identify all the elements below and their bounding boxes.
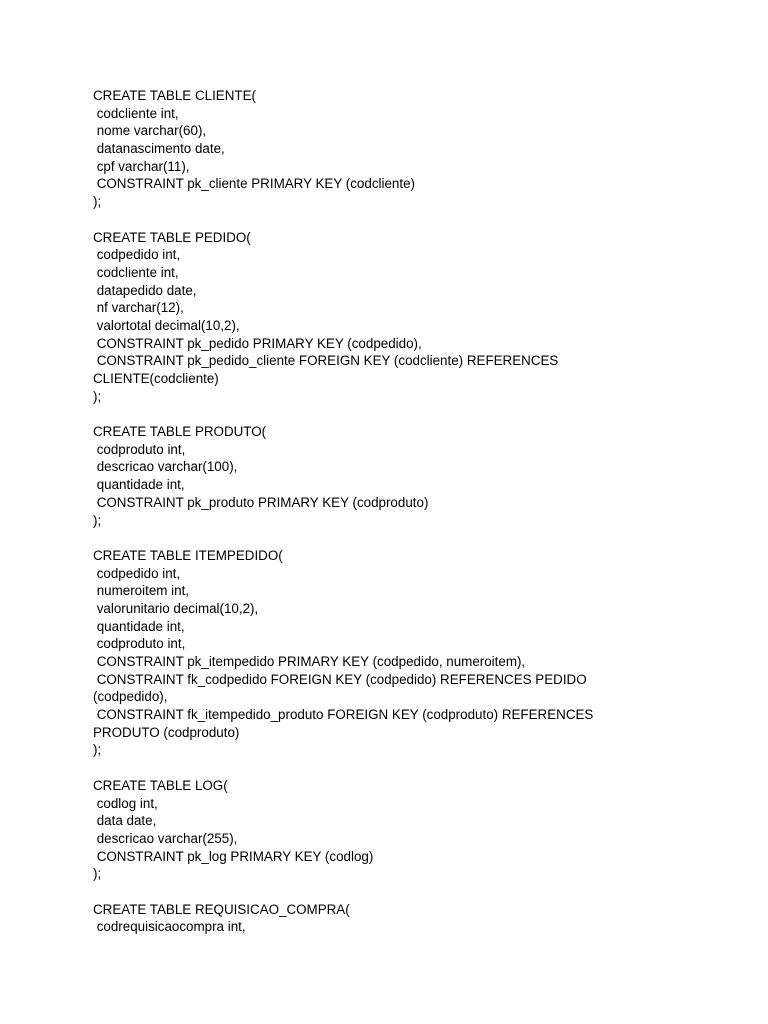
code-line: ); (93, 194, 102, 210)
code-line: CREATE TABLE LOG( (93, 777, 228, 793)
code-line: CREATE TABLE CLIENTE( (93, 88, 256, 103)
code-line: cpf varchar(11), (93, 158, 190, 174)
sql-statement-block (93, 901, 713, 936)
code-line: CONSTRAINT pk_produto PRIMARY KEY (codproduto) (93, 494, 429, 510)
code-line: quantidade int, (93, 618, 185, 634)
code-line: codcliente int, (93, 105, 179, 121)
code-line: CONSTRAINT pk_itempedido PRIMARY KEY (codpedido, numeroitem), (93, 654, 526, 669)
code-line: nf varchar(12), (93, 300, 184, 316)
code-line: codlog int, (93, 795, 158, 811)
code-line: codrequisicaocompra int, (93, 919, 246, 935)
code-line: codcliente int, (93, 264, 179, 280)
code-line: CREATE TABLE PEDIDO( (93, 229, 251, 245)
sql-statement-block (93, 423, 713, 529)
code-line: quantidade int, (93, 477, 185, 493)
code-line: descricao varchar(255), (93, 830, 238, 846)
blank-line (93, 759, 713, 777)
code-line: ); (93, 742, 102, 758)
code-line: CONSTRAINT pk_log PRIMARY KEY (codlog) (93, 848, 374, 864)
blank-line (93, 883, 713, 901)
code-line: nome varchar(60), (93, 123, 207, 139)
code-line: CONSTRAINT pk_pedido PRIMARY KEY (codpedido), (93, 335, 422, 351)
sql-statement-block (93, 777, 713, 883)
code-line: CREATE TABLE ITEMPEDIDO( (93, 547, 283, 563)
code-line: codproduto int, (93, 636, 186, 652)
code-line: ); (93, 388, 102, 404)
code-line: codpedido int, (93, 247, 181, 263)
code-line: codpedido int, (93, 565, 181, 581)
sql-statement-block (93, 87, 713, 211)
code-line: descricao varchar(100), (93, 459, 238, 475)
code-line: PRODUTO (codproduto) (93, 724, 240, 740)
sql-statement-block (93, 229, 713, 406)
blank-line (93, 211, 713, 229)
code-line: numeroitem int, (93, 583, 190, 599)
code-line: CREATE TABLE PRODUTO( (93, 424, 267, 440)
code-line: ); (93, 866, 102, 882)
code-line: CONSTRAINT pk_cliente PRIMARY KEY (codcliente) (93, 176, 415, 192)
code-line: ); (93, 512, 102, 528)
code-line: CLIENTE(codcliente) (93, 371, 219, 386)
blank-line (93, 405, 713, 423)
code-line: data date, (93, 813, 157, 829)
code-line: datapedido date, (93, 282, 197, 298)
code-line: CONSTRAINT fk_codpedido FOREIGN KEY (codpedido) REFERENCES PEDIDO (93, 671, 587, 687)
code-line: (codpedido), (93, 689, 168, 705)
code-line: CONSTRAINT fk_itempedido_produto FOREIGN KEY (codproduto) REFERENCES (93, 707, 594, 723)
sql-document-body (93, 87, 713, 936)
code-line: CREATE TABLE REQUISICAO_COMPRA( (93, 901, 350, 917)
code-line: valortotal decimal(10,2), (93, 317, 240, 333)
code-line: CONSTRAINT pk_pedido_cliente FOREIGN KEY (codcliente) REFERENCES (93, 353, 559, 369)
blank-line (93, 529, 713, 547)
sql-statement-block (93, 547, 713, 759)
code-line: datanascimento date, (93, 141, 225, 157)
code-line: valorunitario decimal(10,2), (93, 600, 259, 616)
code-line: codproduto int, (93, 441, 186, 457)
